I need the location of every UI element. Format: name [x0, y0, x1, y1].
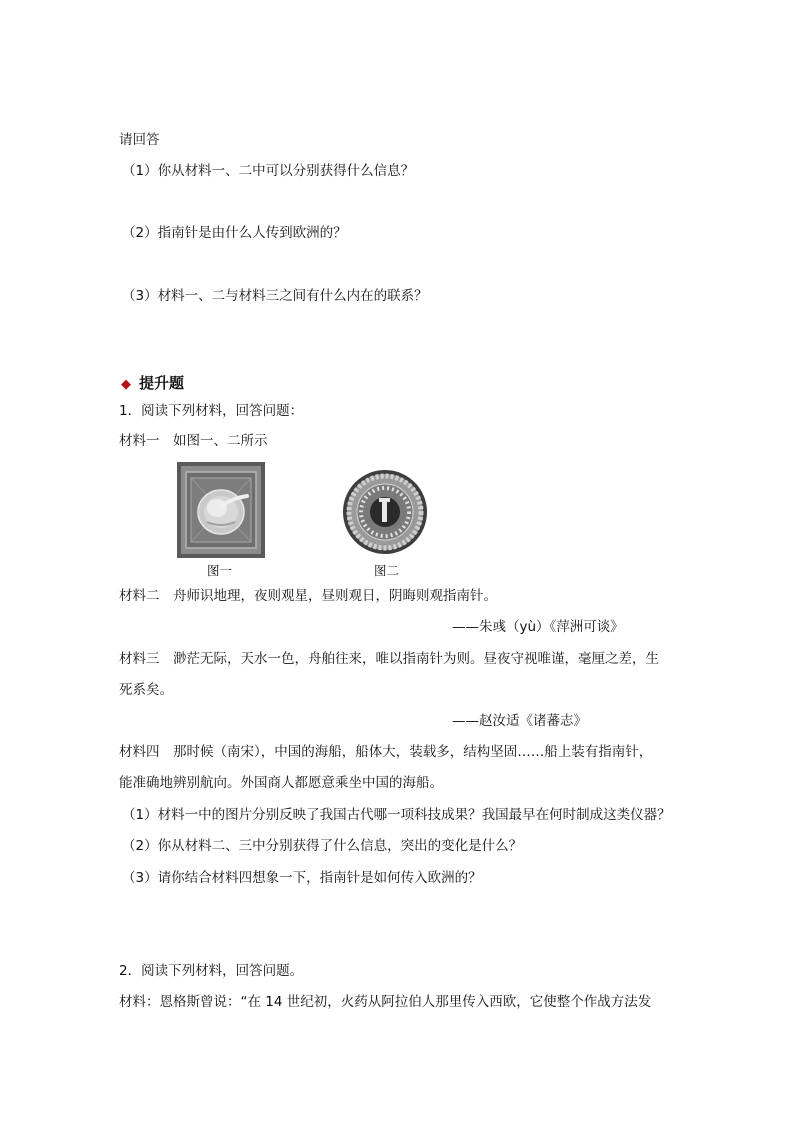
- material-4-line-2: 能准确地辨别航向。外国商人都愿意乘坐中国的海船。: [119, 775, 443, 791]
- question-3: （3）材料一、二与材料三之间有什么内在的联系？: [122, 288, 428, 304]
- material-4-line-1: 材料四 那时候（南宋），中国的海船，船体大，装载多，结构坚固……船上装有指南针，: [119, 744, 653, 760]
- material-2: 材料二 舟师识地理，夜则观星，昼则观日，阴晦则观指南针。: [119, 588, 497, 604]
- figure-2-compass-image: [341, 465, 429, 559]
- answer-prompt: 请回答: [119, 132, 160, 148]
- problem-1-intro: 1．阅读下列材料，回答问题：: [119, 403, 304, 419]
- section-heading: [121, 372, 184, 396]
- material-3-source: ——赵汝适《诸蕃志》: [452, 713, 587, 729]
- problem-2-material: 材料：恩格斯曾说：“在 14 世纪初，火药从阿拉伯人那里传入西欧，它使整个作战方法发: [119, 994, 652, 1010]
- material-2-source: ——朱彧（yù）《萍洲可谈》: [452, 619, 624, 635]
- question-2: （2）指南针是由什么人传到欧洲的？: [122, 225, 347, 241]
- problem-1-question-3: （3）请你结合材料四想象一下，指南针是如何传入欧洲的？: [122, 870, 482, 886]
- material-3-line-2: 死系矣。: [119, 682, 173, 698]
- diamond-icon: ◆: [121, 377, 131, 392]
- material-1: 材料一 如图一、二所示: [119, 433, 268, 449]
- figure-2-caption: 图二: [374, 563, 400, 578]
- material-3-line-1: 材料三 渺茫无际，天水一色，舟舶往来，唯以指南针为则。昼夜守视唯谨，毫厘之差，生: [119, 651, 659, 667]
- problem-2-intro: 2．阅读下列材料，回答问题。: [119, 963, 304, 979]
- figure-1-caption: 图一: [207, 563, 233, 578]
- figure-1-compass-image: [177, 462, 265, 558]
- section-title: 提升题: [139, 374, 185, 392]
- question-1: （1）你从材料一、二中可以分别获得什么信息？: [122, 163, 415, 179]
- problem-1-question-1: （1）材料一中的图片分别反映了我国古代哪一项科技成果？我国最早在何时制成这类仪器？: [122, 807, 671, 823]
- problem-1-question-2: （2）你从材料二、三中分别获得了什么信息，突出的变化是什么？: [122, 838, 523, 854]
